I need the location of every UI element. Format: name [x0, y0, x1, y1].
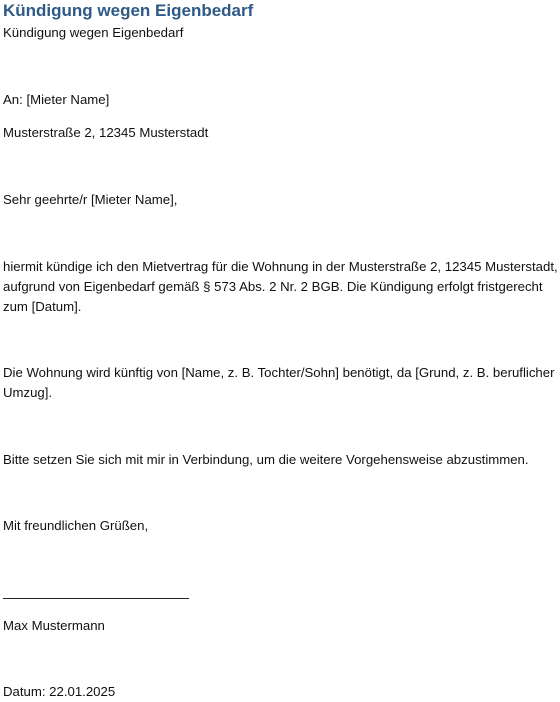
document-title: Kündigung wegen Eigenbedarf [3, 1, 254, 20]
body-paragraph-3: Bitte setzen Sie sich mit mir in Verbindung, um die weitere Vorgehensweise abzustimmen. [3, 452, 529, 467]
salutation: Sehr geehrte/r [Mieter Name], [3, 192, 178, 207]
body-paragraph-1: hiermit kündige ich den Mietvertrag für die Wohnung in der Musterstraße 2, 12345 Musterstadt, aufgrund von Eigenbedarf gemäß § 573 Abs. 2 Nr. 2 BGB. Die Kündigung erfolgt fristgerecht zum [Datum]. [3, 259, 558, 314]
recipient-line: An: [Mieter Name] [3, 92, 110, 107]
body-paragraph-2: Die Wohnung wird künftig von [Name, z. B. Tochter/Sohn] benötigt, da [Grund, z. B. beruflicher Umzug]. [3, 365, 555, 400]
recipient-address: Musterstraße 2, 12345 Musterstadt [3, 125, 209, 140]
subject-line: Kündigung wegen Eigenbedarf [3, 25, 184, 40]
date-line: Datum: 22.01.2025 [3, 684, 116, 699]
closing-line: Mit freundlichen Grüßen, [3, 518, 149, 533]
signer-name: Max Mustermann [3, 618, 105, 633]
signature-line [3, 598, 189, 599]
